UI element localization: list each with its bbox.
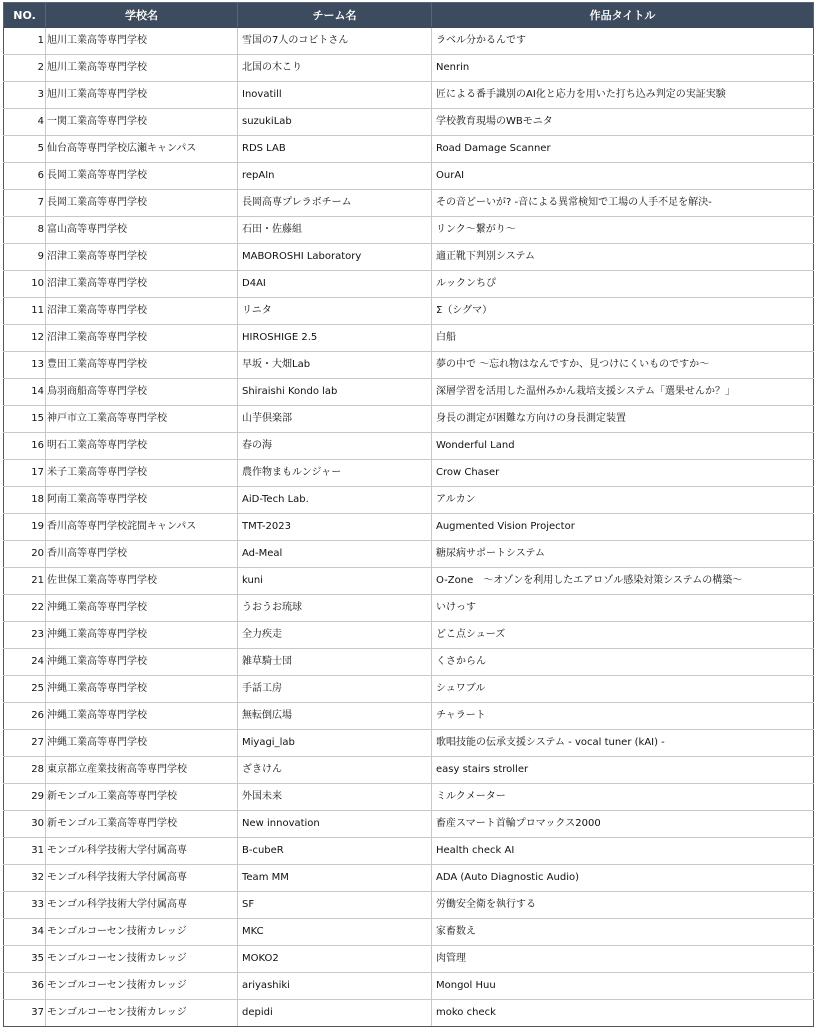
cell-title: Nenrin bbox=[432, 55, 814, 82]
table-row bbox=[4, 244, 814, 271]
table-row bbox=[4, 838, 814, 865]
table-row bbox=[4, 622, 814, 649]
cell-no: 17 bbox=[4, 460, 46, 487]
cell-school: 阿南工業高等専門学校 bbox=[46, 487, 238, 514]
cell-title: easy stairs stroller bbox=[432, 757, 814, 784]
cell-title: Health check AI bbox=[432, 838, 814, 865]
cell-team: SF bbox=[238, 892, 432, 919]
table-row bbox=[4, 865, 814, 892]
cell-team: Team MM bbox=[238, 865, 432, 892]
cell-team: 石田・佐藤組 bbox=[238, 217, 432, 244]
cell-title: 労働安全衛を執行する bbox=[432, 892, 814, 919]
cell-school: 鳥羽商船高等専門学校 bbox=[46, 379, 238, 406]
cell-title: moko check bbox=[432, 1000, 814, 1027]
cell-no: 22 bbox=[4, 595, 46, 622]
cell-no: 25 bbox=[4, 676, 46, 703]
table-row bbox=[4, 190, 814, 217]
cell-team: Ad-Meal bbox=[238, 541, 432, 568]
cell-title: 適正靴下判別システム bbox=[432, 244, 814, 271]
table-row bbox=[4, 352, 814, 379]
cell-school: 沖縄工業高等専門学校 bbox=[46, 622, 238, 649]
table-row bbox=[4, 163, 814, 190]
cell-team: Shiraishi Kondo lab bbox=[238, 379, 432, 406]
cell-team: ざきけん bbox=[238, 757, 432, 784]
cell-team: 雪国の7人のコビトさん bbox=[238, 28, 432, 55]
cell-school: モンゴルコーセン技術カレッジ bbox=[46, 946, 238, 973]
cell-school: モンゴル科学技術大学付属高専 bbox=[46, 838, 238, 865]
cell-title: 畜産スマート首輪プロマックス2000 bbox=[432, 811, 814, 838]
cell-no: 35 bbox=[4, 946, 46, 973]
table-row bbox=[4, 973, 814, 1000]
cell-title: 夢の中で 〜忘れ物はなんですか、見つけにくいものですか〜 bbox=[432, 352, 814, 379]
cell-title: アルカン bbox=[432, 487, 814, 514]
cell-title: 白船 bbox=[432, 325, 814, 352]
cell-team: Inovatill bbox=[238, 82, 432, 109]
table-row bbox=[4, 217, 814, 244]
cell-no: 11 bbox=[4, 298, 46, 325]
cell-team: 外国未来 bbox=[238, 784, 432, 811]
cell-title: Wonderful Land bbox=[432, 433, 814, 460]
entries-sheet bbox=[3, 2, 813, 1027]
header-no: NO. bbox=[4, 3, 46, 28]
cell-no: 18 bbox=[4, 487, 46, 514]
cell-team: D4AI bbox=[238, 271, 432, 298]
cell-title: Crow Chaser bbox=[432, 460, 814, 487]
table-row bbox=[4, 406, 814, 433]
header-team: チーム名 bbox=[238, 3, 432, 28]
cell-no: 28 bbox=[4, 757, 46, 784]
cell-title: いけっす bbox=[432, 595, 814, 622]
cell-title: ルックンちぴ bbox=[432, 271, 814, 298]
cell-team: depidi bbox=[238, 1000, 432, 1027]
cell-team: 春の海 bbox=[238, 433, 432, 460]
cell-no: 34 bbox=[4, 919, 46, 946]
cell-team: MABOROSHI Laboratory bbox=[238, 244, 432, 271]
cell-team: repAIn bbox=[238, 163, 432, 190]
cell-no: 27 bbox=[4, 730, 46, 757]
table-row bbox=[4, 541, 814, 568]
table-row bbox=[4, 514, 814, 541]
cell-no: 20 bbox=[4, 541, 46, 568]
cell-team: AiD-Tech Lab. bbox=[238, 487, 432, 514]
cell-team: 雑草騎士団 bbox=[238, 649, 432, 676]
cell-title: Augmented Vision Projector bbox=[432, 514, 814, 541]
cell-school: モンゴルコーセン技術カレッジ bbox=[46, 919, 238, 946]
table-body bbox=[4, 28, 814, 1027]
cell-title: 深層学習を活用した温州みかん栽培支援システム「選果せんか？」 bbox=[432, 379, 814, 406]
cell-school: モンゴル科学技術大学付属高専 bbox=[46, 865, 238, 892]
table-row bbox=[4, 784, 814, 811]
cell-no: 2 bbox=[4, 55, 46, 82]
table-row bbox=[4, 460, 814, 487]
cell-title: 家畜数え bbox=[432, 919, 814, 946]
table-header bbox=[4, 3, 814, 28]
cell-no: 8 bbox=[4, 217, 46, 244]
cell-no: 7 bbox=[4, 190, 46, 217]
cell-no: 24 bbox=[4, 649, 46, 676]
table-row bbox=[4, 919, 814, 946]
cell-team: ariyashiki bbox=[238, 973, 432, 1000]
cell-title: 匠による番手識別のAI化と応力を用いた打ち込み判定の実証実験 bbox=[432, 82, 814, 109]
cell-team: suzukiLab bbox=[238, 109, 432, 136]
cell-school: 富山高等専門学校 bbox=[46, 217, 238, 244]
table-row bbox=[4, 811, 814, 838]
cell-no: 1 bbox=[4, 28, 46, 55]
cell-title: チャラート bbox=[432, 703, 814, 730]
table-row bbox=[4, 28, 814, 55]
cell-title: 肉管理 bbox=[432, 946, 814, 973]
table-row bbox=[4, 595, 814, 622]
cell-school: 仙台高等専門学校広瀬キャンパス bbox=[46, 136, 238, 163]
cell-team: Miyagi_lab bbox=[238, 730, 432, 757]
table-row bbox=[4, 892, 814, 919]
cell-no: 30 bbox=[4, 811, 46, 838]
cell-no: 10 bbox=[4, 271, 46, 298]
cell-school: 沖縄工業高等専門学校 bbox=[46, 649, 238, 676]
table-row bbox=[4, 433, 814, 460]
table-row bbox=[4, 946, 814, 973]
cell-school: 沖縄工業高等専門学校 bbox=[46, 703, 238, 730]
cell-school: 新モンゴル工業高等専門学校 bbox=[46, 811, 238, 838]
cell-school: 東京都立産業技術高等専門学校 bbox=[46, 757, 238, 784]
cell-title: 糖尿病サポートシステム bbox=[432, 541, 814, 568]
cell-team: 無転倒広場 bbox=[238, 703, 432, 730]
cell-school: 長岡工業高等専門学校 bbox=[46, 163, 238, 190]
table-row bbox=[4, 676, 814, 703]
cell-title: シュワブル bbox=[432, 676, 814, 703]
cell-no: 21 bbox=[4, 568, 46, 595]
table-row bbox=[4, 487, 814, 514]
table-row bbox=[4, 82, 814, 109]
cell-no: 13 bbox=[4, 352, 46, 379]
cell-no: 32 bbox=[4, 865, 46, 892]
cell-no: 15 bbox=[4, 406, 46, 433]
cell-school: 旭川工業高等専門学校 bbox=[46, 55, 238, 82]
cell-team: 早坂・大畑Lab bbox=[238, 352, 432, 379]
cell-team: B-cubeR bbox=[238, 838, 432, 865]
header-row bbox=[4, 3, 814, 28]
cell-no: 6 bbox=[4, 163, 46, 190]
cell-team: HIROSHIGE 2.5 bbox=[238, 325, 432, 352]
cell-school: 沼津工業高等専門学校 bbox=[46, 271, 238, 298]
cell-title: どこ点シューズ bbox=[432, 622, 814, 649]
cell-school: 沼津工業高等専門学校 bbox=[46, 298, 238, 325]
cell-title: ミルクメーター bbox=[432, 784, 814, 811]
cell-team: うおうお琉球 bbox=[238, 595, 432, 622]
table-row bbox=[4, 271, 814, 298]
cell-school: 佐世保工業高等専門学校 bbox=[46, 568, 238, 595]
entries-table bbox=[3, 2, 814, 1027]
cell-no: 3 bbox=[4, 82, 46, 109]
cell-school: 旭川工業高等専門学校 bbox=[46, 82, 238, 109]
cell-no: 26 bbox=[4, 703, 46, 730]
header-title: 作品タイトル bbox=[432, 3, 814, 28]
cell-title: O-Zone 〜オゾンを利用したエアロゾル感染対策システムの構築〜 bbox=[432, 568, 814, 595]
cell-no: 9 bbox=[4, 244, 46, 271]
table-row bbox=[4, 55, 814, 82]
cell-school: 豊田工業高等専門学校 bbox=[46, 352, 238, 379]
table-row bbox=[4, 649, 814, 676]
cell-school: 明石工業高等専門学校 bbox=[46, 433, 238, 460]
table-row bbox=[4, 1000, 814, 1027]
cell-school: 沖縄工業高等専門学校 bbox=[46, 730, 238, 757]
cell-no: 23 bbox=[4, 622, 46, 649]
cell-team: TMT-2023 bbox=[238, 514, 432, 541]
cell-no: 33 bbox=[4, 892, 46, 919]
table-row bbox=[4, 109, 814, 136]
cell-team: MOKO2 bbox=[238, 946, 432, 973]
cell-no: 37 bbox=[4, 1000, 46, 1027]
cell-team: 手話工房 bbox=[238, 676, 432, 703]
cell-team: RDS LAB bbox=[238, 136, 432, 163]
cell-team: 全力疾走 bbox=[238, 622, 432, 649]
cell-title: 学校教育現場のWBモニタ bbox=[432, 109, 814, 136]
cell-school: 沖縄工業高等専門学校 bbox=[46, 595, 238, 622]
cell-no: 19 bbox=[4, 514, 46, 541]
cell-title: Road Damage Scanner bbox=[432, 136, 814, 163]
table-row bbox=[4, 730, 814, 757]
cell-school: 沖縄工業高等専門学校 bbox=[46, 676, 238, 703]
header-school: 学校名 bbox=[46, 3, 238, 28]
cell-no: 31 bbox=[4, 838, 46, 865]
cell-school: モンゴルコーセン技術カレッジ bbox=[46, 973, 238, 1000]
cell-title: Mongol Huu bbox=[432, 973, 814, 1000]
table-row bbox=[4, 757, 814, 784]
cell-no: 14 bbox=[4, 379, 46, 406]
table-row bbox=[4, 703, 814, 730]
cell-no: 12 bbox=[4, 325, 46, 352]
table-row bbox=[4, 325, 814, 352]
cell-school: 旭川工業高等専門学校 bbox=[46, 28, 238, 55]
cell-team: 農作物まもルンジャー bbox=[238, 460, 432, 487]
cell-school: 香川高等専門学校詫間キャンパス bbox=[46, 514, 238, 541]
cell-school: モンゴル科学技術大学付属高専 bbox=[46, 892, 238, 919]
cell-team: MKC bbox=[238, 919, 432, 946]
cell-no: 4 bbox=[4, 109, 46, 136]
cell-title: ADA (Auto Diagnostic Audio) bbox=[432, 865, 814, 892]
cell-school: 神戸市立工業高等専門学校 bbox=[46, 406, 238, 433]
cell-title: Σ（シグマ） bbox=[432, 298, 814, 325]
cell-no: 16 bbox=[4, 433, 46, 460]
cell-team: 山芋倶楽部 bbox=[238, 406, 432, 433]
cell-school: 香川高等専門学校 bbox=[46, 541, 238, 568]
table-row bbox=[4, 379, 814, 406]
cell-school: 一関工業高等専門学校 bbox=[46, 109, 238, 136]
cell-title: ラベル分かるんです bbox=[432, 28, 814, 55]
table-row bbox=[4, 568, 814, 595]
cell-school: 米子工業高等専門学校 bbox=[46, 460, 238, 487]
cell-title: 歌唱技能の伝承支援システム - vocal tuner (kAI) - bbox=[432, 730, 814, 757]
cell-title: その音どーいが? -音による異常検知で工場の人手不足を解決- bbox=[432, 190, 814, 217]
cell-title: 身長の測定が困難な方向けの身長測定装置 bbox=[432, 406, 814, 433]
cell-team: リニタ bbox=[238, 298, 432, 325]
cell-title: リンク〜繋がり〜 bbox=[432, 217, 814, 244]
cell-team: 北国の木こり bbox=[238, 55, 432, 82]
cell-team: New innovation bbox=[238, 811, 432, 838]
cell-title: OurAI bbox=[432, 163, 814, 190]
cell-school: 沼津工業高等専門学校 bbox=[46, 244, 238, 271]
cell-school: モンゴルコーセン技術カレッジ bbox=[46, 1000, 238, 1027]
cell-school: 沼津工業高等専門学校 bbox=[46, 325, 238, 352]
cell-school: 新モンゴル工業高等専門学校 bbox=[46, 784, 238, 811]
cell-no: 5 bbox=[4, 136, 46, 163]
table-row bbox=[4, 136, 814, 163]
cell-team: 長岡高専プレラボチーム bbox=[238, 190, 432, 217]
cell-school: 長岡工業高等専門学校 bbox=[46, 190, 238, 217]
table-row bbox=[4, 298, 814, 325]
cell-no: 36 bbox=[4, 973, 46, 1000]
cell-no: 29 bbox=[4, 784, 46, 811]
cell-team: kuni bbox=[238, 568, 432, 595]
cell-title: くさからん bbox=[432, 649, 814, 676]
